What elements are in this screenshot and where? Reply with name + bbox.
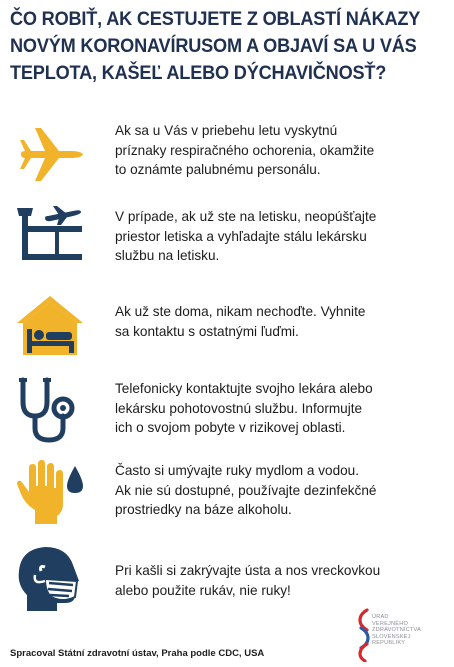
item-line: sa kontaktu s ostatnými ľuďmi. [115,323,299,339]
logo-mark-icon [356,608,372,662]
item-line: Ak už ste doma, nikam nechoďte. Vyhnite [115,304,366,319]
item-line: Často si umývajte ruky mydlom a vodou. [115,463,360,478]
item-line: službu na letisku. [115,248,220,263]
face-mask-icon [15,545,85,615]
item-line: V prípade, ak už ste na letisku, neopúšťajte [115,209,377,224]
logo-line: VEREJNÉHO [372,620,408,627]
item-line: to oznámte palubnému personálu. [115,162,321,177]
logo-line: REPUBLIKY [372,640,406,647]
item-line: Pri kašli si zakrývajte ústa a nos vreckovkou [115,563,381,578]
item-line: lekársku pohotovostnú službu. Informujte [115,400,363,416]
title-line-3: TEPLOTA, KAŠEĽ ALEBO DÝCHAVIČNOSŤ? [10,62,387,84]
home-bed-icon [15,293,85,363]
airport-tower-icon [15,204,85,274]
airplane-icon [15,120,85,190]
logo-line: SLOVENSKEJ [372,633,411,640]
item-text [115,207,445,266]
title-line-1: ČO ROBIŤ, AK CESTUJETE Z OBLASTÍ NÁKAZY [10,8,421,30]
item-text [115,302,445,341]
hand-drop-icon [15,458,85,528]
item-line: ich o svojom pobyte v rizikovej oblasti. [115,420,346,435]
item-line: prostriedky na báze alkoholu. [115,502,292,517]
logo-line: ÚRAD [372,614,389,620]
page-title [10,6,419,87]
stethoscope-icon [15,376,85,446]
source-credit: Spracoval Státní zdravotní ústav, Praha podle CDC, USA [10,648,265,659]
item-line: Telefonicky kontaktujte svojho lekára alebo [115,381,373,396]
item-text [115,121,445,180]
item-line: alebo použite rukáv, nie ruky! [115,582,291,598]
item-line: Ak nie sú dostupné, používajte dezinfekčné [115,482,377,498]
item-text [115,379,445,438]
item-text [115,561,445,600]
item-line: Ak sa u Vás v priebehu letu vyskytnú [115,123,338,138]
item-text [115,461,445,520]
item-line: príznaky respiračného ochorenia, okamžite [115,142,375,158]
logo-text [372,614,421,647]
item-line: priestor letiska a vyhľadajte stálu lekársku [115,228,367,244]
title-line-2: NOVÝM KORONAVÍRUSOM A OBJAVÍ SA U VÁS [10,35,417,57]
logo-line: ZDRAVOTNÍCTVA [372,627,422,634]
ministry-logo [350,608,450,664]
